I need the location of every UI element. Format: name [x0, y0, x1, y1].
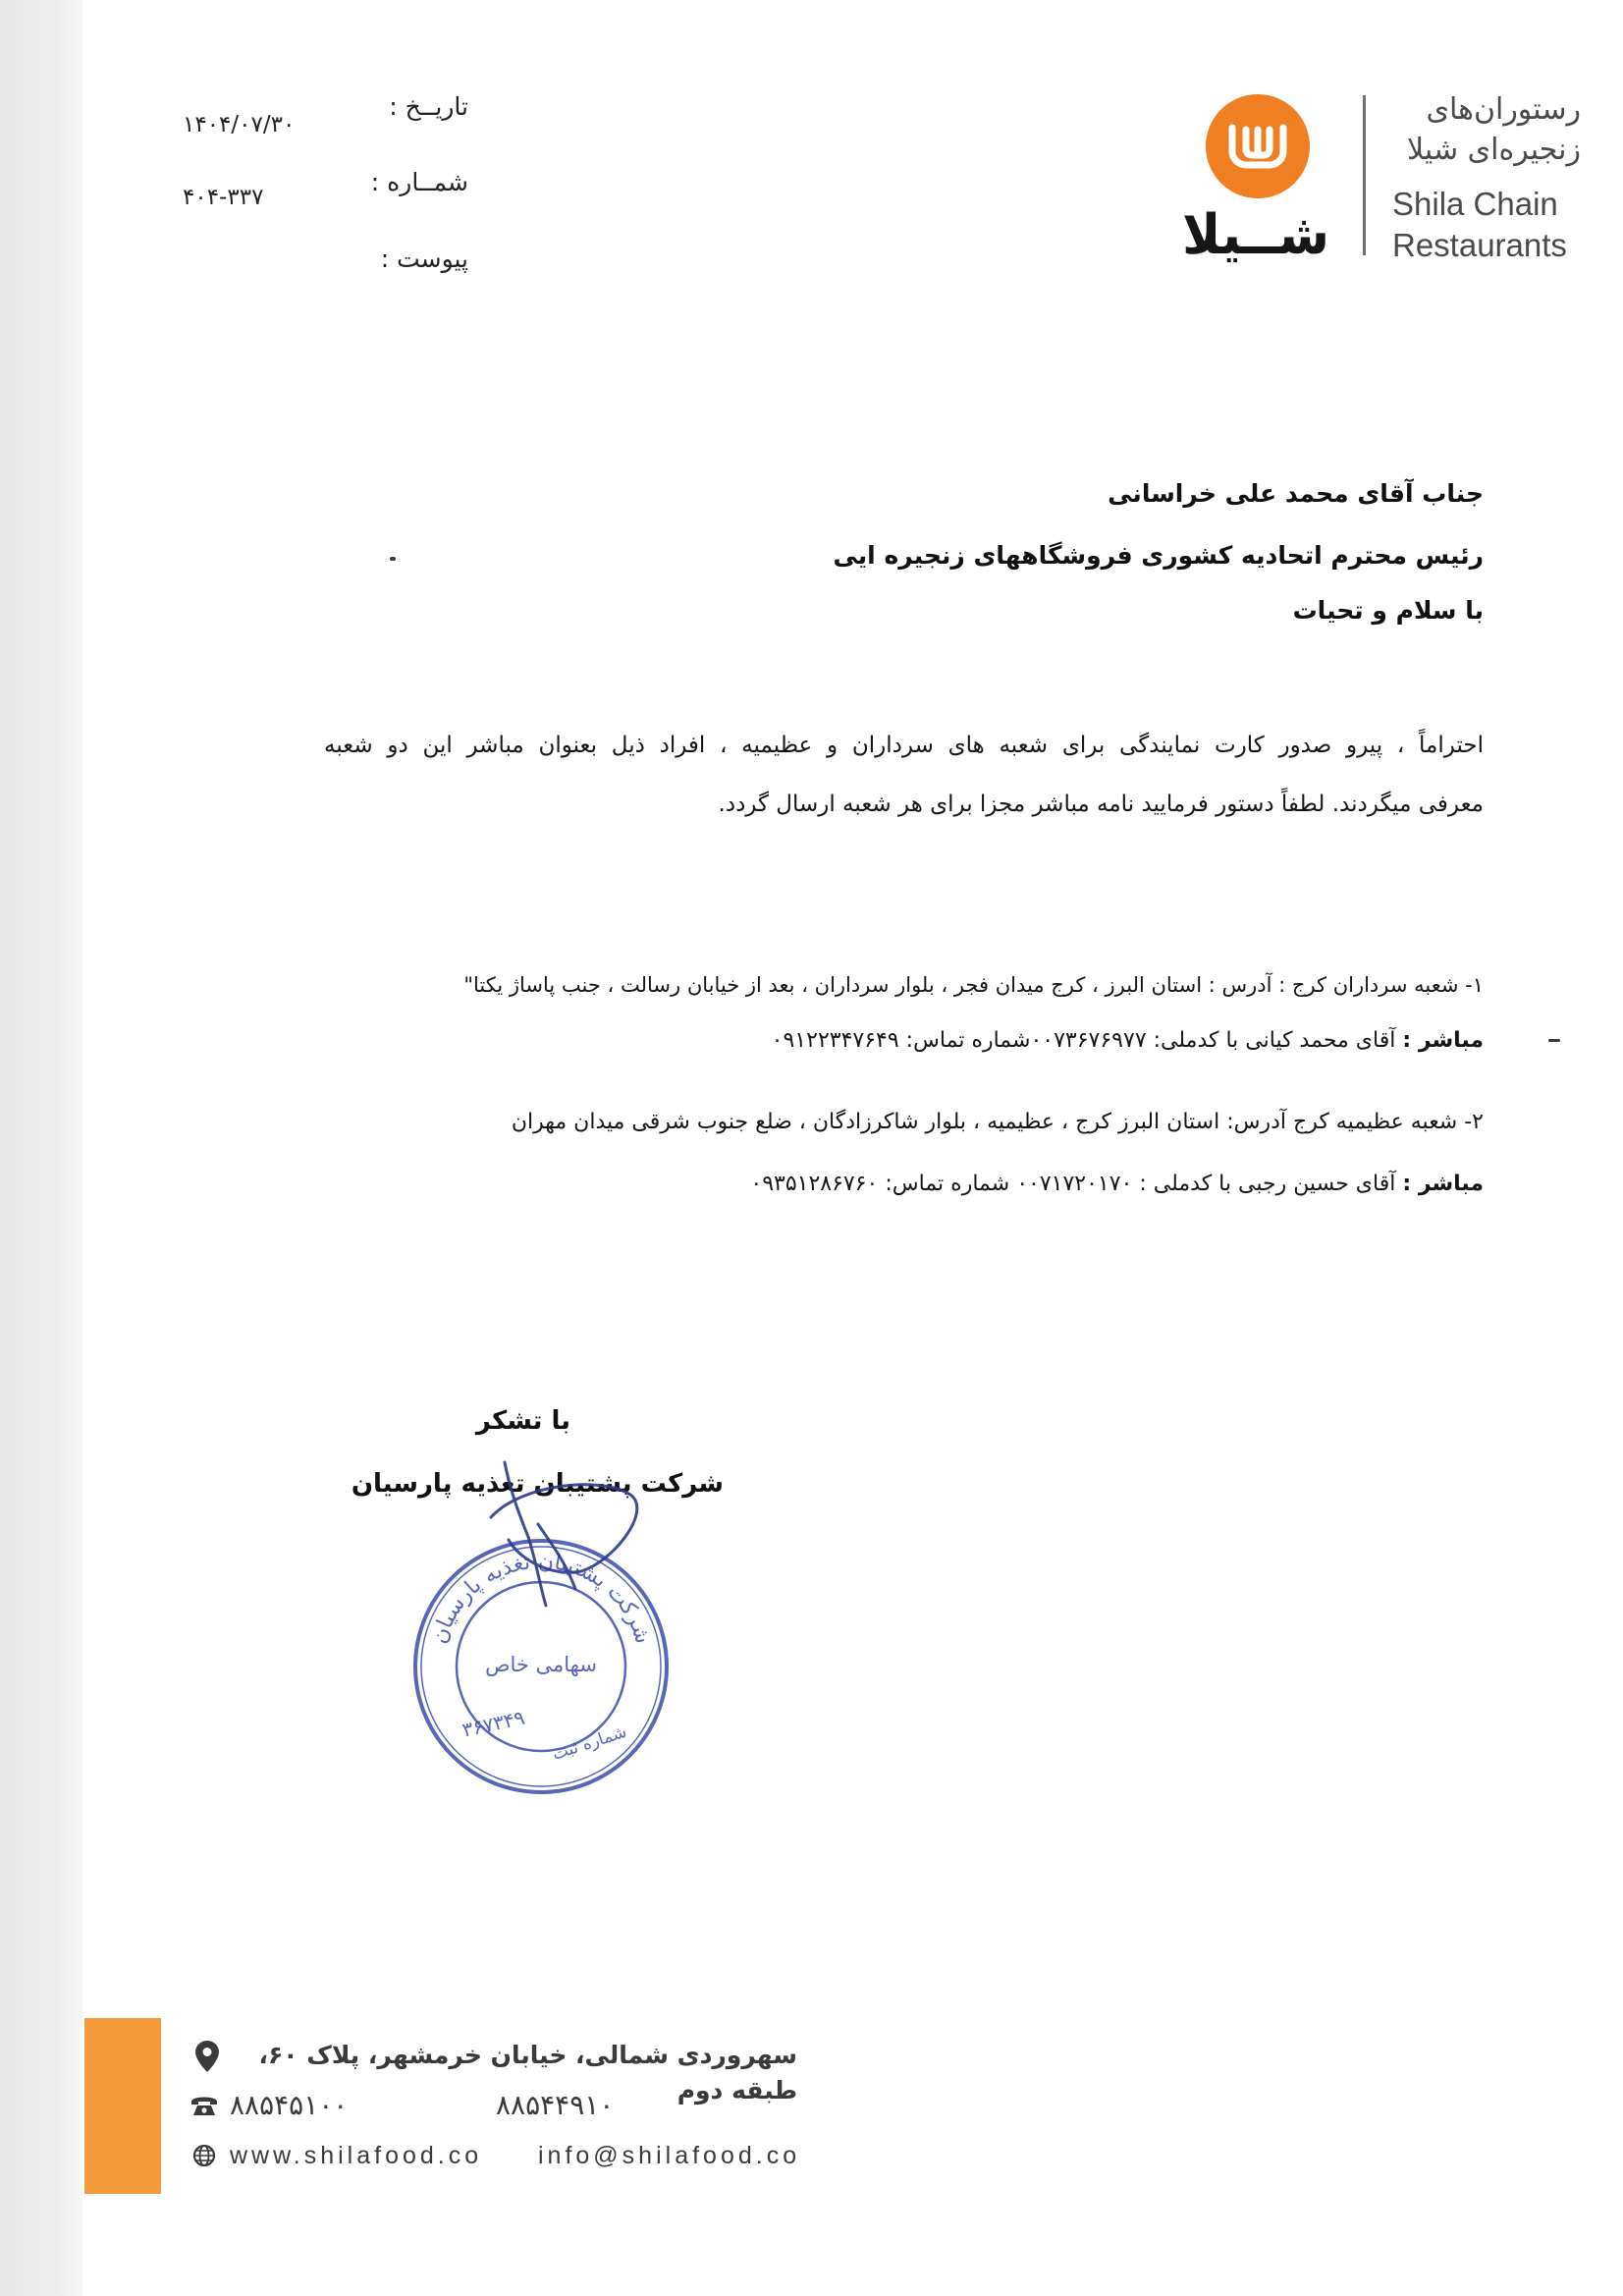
stamp-registration-label: شماره ثبت — [550, 1722, 629, 1765]
date-label: تاریــخ : — [389, 92, 468, 121]
branch-1-address: ۱- شعبه سرداران کرج : آدرس : استان البرز ، کرج میدان فجر ، بلوار سرداران ، بعد از خیابان رسالت ، جنب پاساژ یکتا" — [463, 973, 1484, 997]
body-line-2: معرفی میگردند. لطفاً دستور فرمایید نامه مباشر مجزا برای هر شعبه ارسال گردد. — [718, 792, 1484, 817]
shila-logo — [1176, 86, 1343, 273]
company-name-en-line2: Restaurants — [1392, 227, 1567, 263]
recipient-name: جناب آقای محمد علی خراسانی — [1108, 479, 1484, 508]
number-value: ۴۰۴-۳۳۷ — [183, 185, 264, 210]
footer-phone-2: ۸۸۵۴۴۹۱۰ — [496, 2089, 615, 2121]
closing-company: شرکت پشتیبان تغذیه پارسیان — [351, 1469, 724, 1499]
body-line-1: احتراماً ، پیرو صدور کارت نمایندگی برای شعبه های سرداران و عظیمیه ، افراد ذیل بعنوان مباشر این دو شعبه — [324, 733, 1484, 758]
company-name-en-line1: Shila Chain — [1392, 186, 1558, 222]
scan-speck — [390, 557, 396, 561]
date-value: ۱۴۰۴/۰۷/۳۰ — [183, 112, 296, 137]
stamp-center-text: سهامی خاص — [485, 1653, 597, 1676]
company-stamp — [373, 1424, 707, 1836]
phone-icon — [190, 2095, 218, 2116]
stamp-registration-number: ۳۶۷۳۴۹ — [460, 1705, 527, 1742]
scan-edge-shadow — [0, 0, 82, 2296]
closing-thanks: با تشکر — [475, 1406, 570, 1436]
location-pin-icon — [195, 2041, 219, 2072]
branch-2-address: ۲- شعبه عظیمیه کرج آدرس: استان البرز کرج ، عظیمیه ، بلوار شاکرزادگان ، ضلع جنوب شرقی میدان مهران — [511, 1110, 1484, 1134]
footer-phone-1: ۸۸۵۴۵۱۰۰ — [230, 2089, 349, 2121]
letterhead-divider — [1363, 95, 1366, 255]
scan-speck — [1548, 1039, 1560, 1042]
agent-details: آقای محمد کیانی با کدملی: ۰۰۷۳۶۷۶۹۷۷شماره تماس: ۰۹۱۲۲۳۴۷۶۴۹ — [771, 1028, 1396, 1053]
greeting: با سلام و تحیات — [1292, 596, 1484, 625]
branch-1-agent — [393, 1024, 1484, 1058]
stamp-ring-text: شرکت پشتیبان تغذیه پارسیان — [426, 1549, 656, 1647]
logo-wordmark: شــیلا — [1182, 203, 1329, 267]
footer-address: سهروردی شمالی، خیابان خرمشهر، پلاک ۶۰، طبقه دوم — [258, 2041, 797, 2105]
company-name-fa-line2: زنجیره‌ای شیلا — [1407, 133, 1581, 167]
agent-label: مباشر : — [1402, 1172, 1484, 1196]
agent-details: آقای حسین رجبی با کدملی : ۰۰۷۱۷۲۰۱۷۰ شماره تماس: ۰۹۳۵۱۲۸۶۷۶۰ — [750, 1172, 1396, 1196]
attachment-label: پیوست : — [380, 245, 468, 273]
recipient-title: رئیس محترم اتحادیه کشوری فروشگاههای زنجیره ایی — [833, 541, 1484, 570]
company-name-fa-line1: رستوران‌های — [1426, 92, 1581, 127]
footer-website-link[interactable]: www.shilafood.co — [230, 2142, 483, 2169]
footer-accent-bar — [84, 2018, 161, 2194]
branch-2-agent — [393, 1168, 1484, 1201]
number-label: شمــاره : — [370, 168, 468, 196]
agent-label: مباشر : — [1402, 1028, 1484, 1053]
footer-email-link[interactable]: info@shilafood.co — [538, 2142, 801, 2169]
globe-icon — [192, 2144, 216, 2167]
